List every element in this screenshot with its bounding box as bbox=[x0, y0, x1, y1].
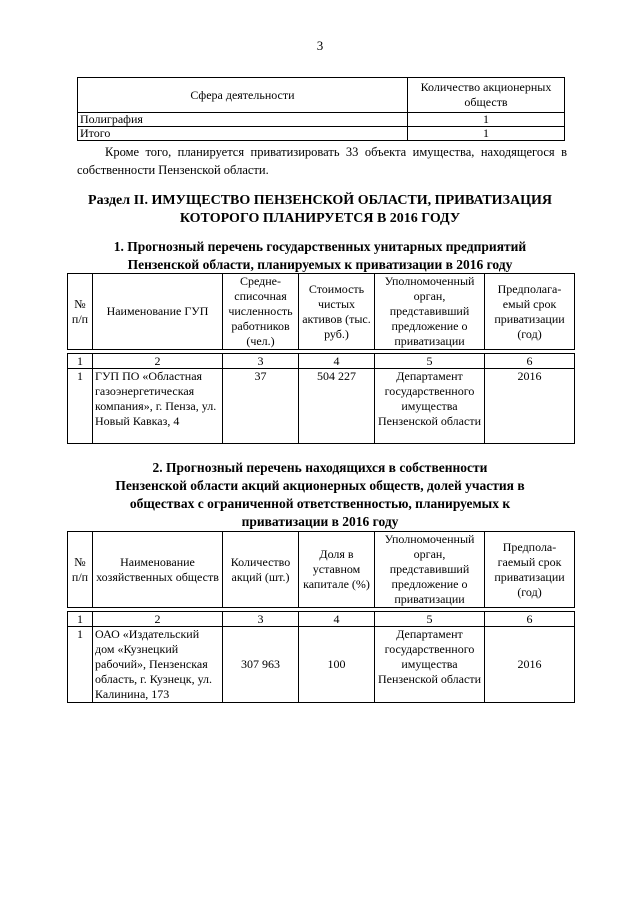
column-number: 3 bbox=[223, 612, 299, 627]
header-cell: Средне-списочная численность работников (чел.) bbox=[223, 274, 299, 350]
table-cell: Департамент государственного имущества Пензенской области bbox=[375, 627, 485, 703]
table-header-row bbox=[68, 532, 575, 608]
table-cell: 1 bbox=[68, 369, 93, 444]
table-cell: Полиграфия bbox=[78, 113, 408, 127]
table-cell: 307 963 bbox=[223, 627, 299, 703]
gup-table bbox=[67, 273, 575, 444]
table-cell: 2016 bbox=[485, 369, 575, 444]
subsection1-heading-line1: 1. Прогнозный перечень государственных унитарных предприятий bbox=[113, 239, 527, 254]
header-cell: Стоимость чистых активов (тыс. руб.) bbox=[299, 274, 375, 350]
header-cell: Доля в уставном капитале (%) bbox=[299, 532, 375, 608]
table-cell: 2016 bbox=[485, 627, 575, 703]
table-row bbox=[78, 127, 565, 141]
column-number: 5 bbox=[375, 612, 485, 627]
column-numbers-row bbox=[68, 354, 575, 369]
header-cell: № п/п bbox=[68, 532, 93, 608]
subsection2-heading-line3: обществах с ограниченной ответственностью, планируемых к bbox=[129, 496, 511, 511]
table-cell: ОАО «Издательский дом «Кузнецкий рабочий», Пензенская область, г. Кузнецк, ул. Калинина, 173 bbox=[93, 627, 223, 703]
header-cell: Предполага-емый срок приватизации (год) bbox=[485, 274, 575, 350]
header-cell: Сфера деятельности bbox=[78, 78, 408, 113]
table-cell: Итого bbox=[78, 127, 408, 141]
table-row bbox=[68, 369, 575, 444]
table-header-row bbox=[78, 78, 565, 113]
header-cell: Наименование хозяйственных обществ bbox=[93, 532, 223, 608]
header-cell: Наименование ГУП bbox=[93, 274, 223, 350]
column-number: 6 bbox=[485, 354, 575, 369]
header-cell: Уполномоченный орган, представивший предложение о приватизации bbox=[375, 274, 485, 350]
header-cell: Уполномоченный орган, представивший предложение о приватизации bbox=[375, 532, 485, 608]
subsection2-heading-line2: Пензенской области акций акционерных обществ, долей участия в bbox=[115, 478, 525, 493]
table-cell: 100 bbox=[299, 627, 375, 703]
section-heading-line2: КОТОРОГО ПЛАНИРУЕТСЯ В 2016 ГОДУ bbox=[179, 211, 461, 226]
privatization-paragraph: Кроме того, планируется приватизировать 33 объекта имущества, находящегося в собственности Пензенской области. bbox=[77, 145, 567, 177]
table-cell: 1 bbox=[68, 627, 93, 703]
header-cell: Количество акций (шт.) bbox=[223, 532, 299, 608]
column-number: 6 bbox=[485, 612, 575, 627]
shares-table bbox=[67, 531, 575, 703]
table-cell: ГУП ПО «Областная газоэнергетическая компания», г. Пенза, ул. Новый Кавказ, 4 bbox=[93, 369, 223, 444]
subsection1-heading-line2: Пензенской области, планируемых к приватизации в 2016 году bbox=[127, 257, 513, 272]
section-heading-line1: Раздел II. ИМУЩЕСТВО ПЕНЗЕНСКОЙ ОБЛАСТИ, ПРИВАТИЗАЦИЯ bbox=[88, 193, 552, 208]
header-cell: Предпола-гаемый срок приватизации (год) bbox=[485, 532, 575, 608]
table-row bbox=[68, 627, 575, 703]
header-cell: Количество акционерных обществ bbox=[408, 78, 565, 113]
table-cell: 1 bbox=[408, 127, 565, 141]
table-row bbox=[78, 113, 565, 127]
header-cell: № п/п bbox=[68, 274, 93, 350]
activity-sphere-table bbox=[77, 77, 565, 141]
column-number: 2 bbox=[93, 354, 223, 369]
subsection2-heading-line4: приватизации в 2016 году bbox=[241, 514, 399, 529]
column-number: 5 bbox=[375, 354, 485, 369]
column-number: 4 bbox=[299, 354, 375, 369]
table-cell: 37 bbox=[223, 369, 299, 444]
column-number: 1 bbox=[68, 354, 93, 369]
subsection2-heading-line1: 2. Прогнозный перечень находящихся в собственности bbox=[152, 460, 488, 475]
column-number: 1 bbox=[68, 612, 93, 627]
column-number: 3 bbox=[223, 354, 299, 369]
table-header-row bbox=[68, 274, 575, 350]
column-number: 4 bbox=[299, 612, 375, 627]
table-cell: Департамент государственного имущества Пензенской области bbox=[375, 369, 485, 444]
page-number: 3 bbox=[316, 38, 324, 53]
column-number: 2 bbox=[93, 612, 223, 627]
table-cell: 1 bbox=[408, 113, 565, 127]
table-cell: 504 227 bbox=[299, 369, 375, 444]
column-numbers-row bbox=[68, 612, 575, 627]
